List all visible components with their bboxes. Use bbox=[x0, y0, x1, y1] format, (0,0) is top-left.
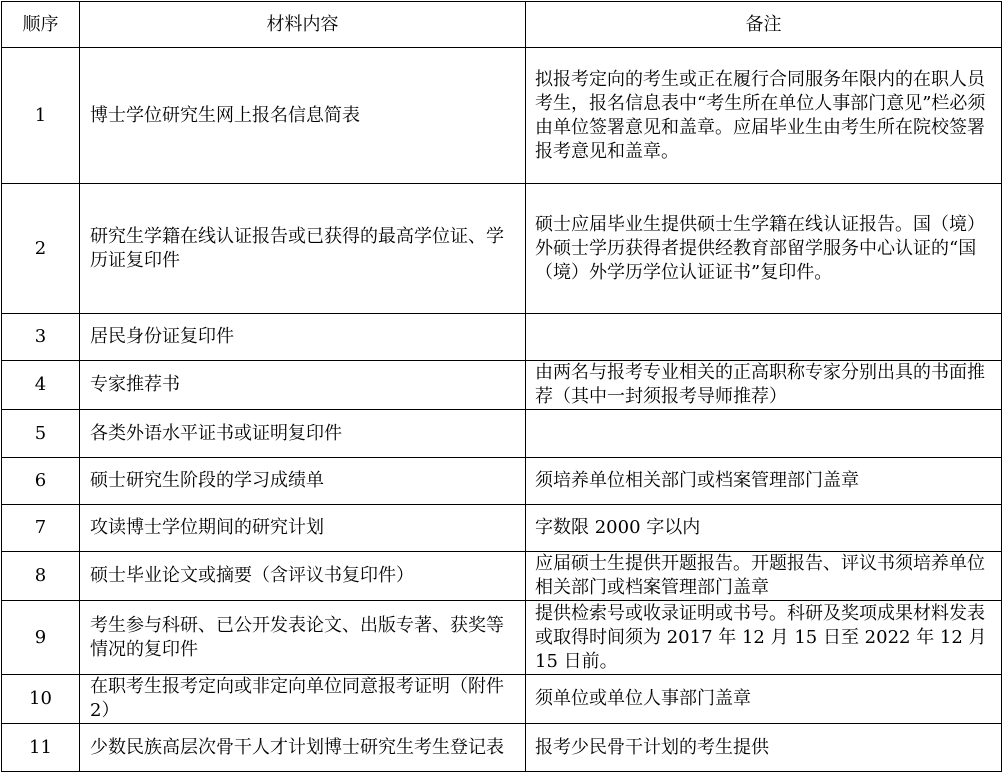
table-row bbox=[2, 314, 1002, 361]
material-note: 拟报考定向的考生或正在履行合同服务年限内的在职人员考生，报名信息表中“考生所在单位人事部门意见”栏必须由单位签署意见和盖章。应届毕业生由考生所在院校签署报考意见和盖章。 bbox=[526, 48, 1002, 184]
material-note: 报考少民骨干计划的考生提供 bbox=[526, 724, 1002, 772]
header-content: 材料内容 bbox=[80, 2, 526, 48]
material-note bbox=[526, 314, 1002, 361]
header-order: 顺序 bbox=[2, 2, 80, 48]
materials-table bbox=[1, 1, 1002, 772]
material-item: 硕士毕业论文或摘要（含评议书复印件） bbox=[80, 552, 526, 601]
row-number: 3 bbox=[2, 314, 80, 361]
table-row bbox=[2, 552, 1002, 601]
row-number: 4 bbox=[2, 361, 80, 410]
row-number: 2 bbox=[2, 184, 80, 314]
header-remark: 备注 bbox=[526, 2, 1002, 48]
table-row bbox=[2, 410, 1002, 458]
material-item: 研究生学籍在线认证报告或已获得的最高学位证、学历证复印件 bbox=[80, 184, 526, 314]
row-number: 1 bbox=[2, 48, 80, 184]
material-item: 各类外语水平证书或证明复印件 bbox=[80, 410, 526, 458]
table-header-row bbox=[2, 2, 1002, 48]
table-row bbox=[2, 601, 1002, 675]
table-row bbox=[2, 48, 1002, 184]
material-note bbox=[526, 410, 1002, 458]
material-note: 硕士应届毕业生提供硕士生学籍在线认证报告。国（境）外硕士学历获得者提供经教育部留学服务中心认证的“国（境）外学历学位认证证书”复印件。 bbox=[526, 184, 1002, 314]
material-item: 在职考生报考定向或非定向单位同意报考证明（附件 2） bbox=[80, 675, 526, 724]
row-number: 9 bbox=[2, 601, 80, 675]
table-row bbox=[2, 505, 1002, 552]
material-note: 字数限 2000 字以内 bbox=[526, 505, 1002, 552]
material-item: 少数民族高层次骨干人才计划博士研究生考生登记表 bbox=[80, 724, 526, 772]
table-row bbox=[2, 458, 1002, 505]
row-number: 10 bbox=[2, 675, 80, 724]
table-row bbox=[2, 361, 1002, 410]
material-item: 博士学位研究生网上报名信息简表 bbox=[80, 48, 526, 184]
material-item: 专家推荐书 bbox=[80, 361, 526, 410]
material-note: 提供检索号或收录证明或书号。科研及奖项成果材料发表或取得时间须为 2017 年 12 月 15 日至 2022 年 12 月 15 日前。 bbox=[526, 601, 1002, 675]
material-note: 须培养单位相关部门或档案管理部门盖章 bbox=[526, 458, 1002, 505]
table-row bbox=[2, 675, 1002, 724]
material-item: 考生参与科研、已公开发表论文、出版专著、获奖等情况的复印件 bbox=[80, 601, 526, 675]
row-number: 6 bbox=[2, 458, 80, 505]
material-note: 须单位或单位人事部门盖章 bbox=[526, 675, 1002, 724]
row-number: 5 bbox=[2, 410, 80, 458]
table-row bbox=[2, 724, 1002, 772]
row-number: 8 bbox=[2, 552, 80, 601]
row-number: 11 bbox=[2, 724, 80, 772]
row-number: 7 bbox=[2, 505, 80, 552]
material-item: 硕士研究生阶段的学习成绩单 bbox=[80, 458, 526, 505]
material-note: 由两名与报考专业相关的正高职称专家分别出具的书面推荐（其中一封须报考导师推荐） bbox=[526, 361, 1002, 410]
material-item: 居民身份证复印件 bbox=[80, 314, 526, 361]
material-note: 应届硕士生提供开题报告。开题报告、评议书须培养单位相关部门或档案管理部门盖章 bbox=[526, 552, 1002, 601]
table-row bbox=[2, 184, 1002, 314]
material-item: 攻读博士学位期间的研究计划 bbox=[80, 505, 526, 552]
